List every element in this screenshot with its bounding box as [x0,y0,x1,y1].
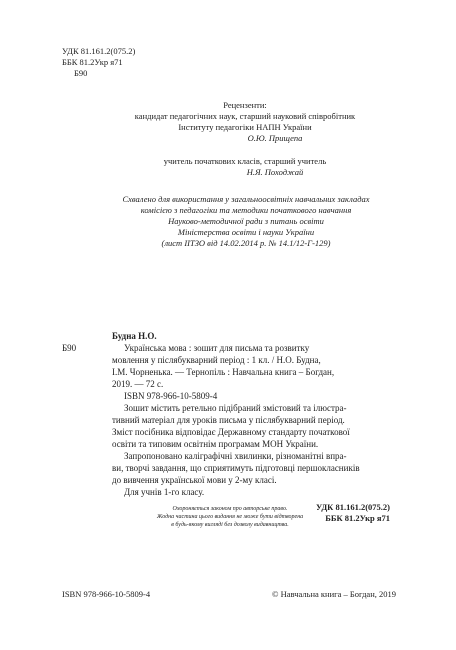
card-desc-line-3: І.М. Чорненька. — Тернопіль : Навчальна книга – Богдан, [112,367,335,377]
annotation-line: тивний матеріал для уроків письма у післябукварний період. [112,415,345,425]
annotation-line: до вивчення української мови у 2-му класі. [112,475,277,485]
approval-line: Схвалено для використання у загальноосвітніх навчальних закладах [122,194,370,204]
udk-code: УДК 81.161.2(075.2) [62,46,136,56]
approval-block [96,194,396,249]
card-desc-line-1: Українська мова : зошит для письма та розвитку [124,343,310,353]
reviewer-1-title-line-1: кандидат педагогічних наук, старший науковий співробітник [134,111,356,121]
annotation-line: Запропоновано каліграфічні хвилинки, різноманітні впра- [124,451,347,461]
card-desc-line-4: 2019. — 72 с. [112,379,164,389]
reviewer-1-title-line-2: Інституту педагогіки НАПН України [178,122,312,132]
card-isbn: ISBN 978-966-10-5809-4 [124,391,218,401]
footer-isbn: ISBN 978-966-10-5809-4 [62,589,151,599]
card-bbk: ББК 81.2Укр я71 [325,513,390,523]
card-desc-line-2: мовлення у післябукварний період : 1 кл. / Н.О. Будна, [112,355,321,365]
copyright-notice [140,505,320,529]
author-code: Б90 [74,68,88,78]
bbk-code: ББК 81.2Укр я71 [62,57,123,67]
card-udk: УДК 81.161.2(075.2) [315,502,390,512]
card-author: Будна Н.О. [112,331,157,341]
notice-line: Жодна частина цього видання не може бути відтворена [156,514,304,520]
footer-copyright: © Навчальна книга – Богдан, 2019 [272,589,396,599]
approval-line: (лист ІІТЗО від 14.02.2014 р. № 14.1/12-Г-129) [161,238,331,248]
approval-line: комісією з педагогіки та методики початкового навчання [140,205,352,215]
annotation-line: Для учнів 1-го класу. [124,487,205,497]
annotation-line: ви, творчі завдання, що сприятимуть підготовці першокласників [112,463,360,473]
approval-line: Науково-методичної ради з питань освіти [168,216,324,226]
reviewers-block [100,100,390,178]
reviewer-2-title: учитель початкових класів, старший учитель [163,156,327,166]
approval-line: Міністерства освіти і науки України [177,227,315,237]
catalog-card [62,330,390,524]
card-annotation-1 [112,402,390,450]
notice-line: Охороняється законом про авторське право. [172,506,288,512]
annotation-line: Зміст посібника відповідає Державному стандарту початкової [112,427,350,437]
reviewer-2-name: Н.Я. Походжай [246,167,304,177]
annotation-line: Зошит містить ретельно підібраний змістовий та ілюстра- [124,403,347,413]
reviewer-1-name: О.Ю. Прищепа [247,133,303,143]
card-annotation-2 [112,450,390,498]
catalog-codes [62,46,135,79]
annotation-line: освіти та типовим освітнім програмам МОН України. [112,439,319,449]
card-code: Б90 [62,343,77,353]
reviewers-title: Рецензенти: [223,100,267,110]
notice-line: в будь-якому вигляді без дозволу видавництва. [171,522,289,528]
